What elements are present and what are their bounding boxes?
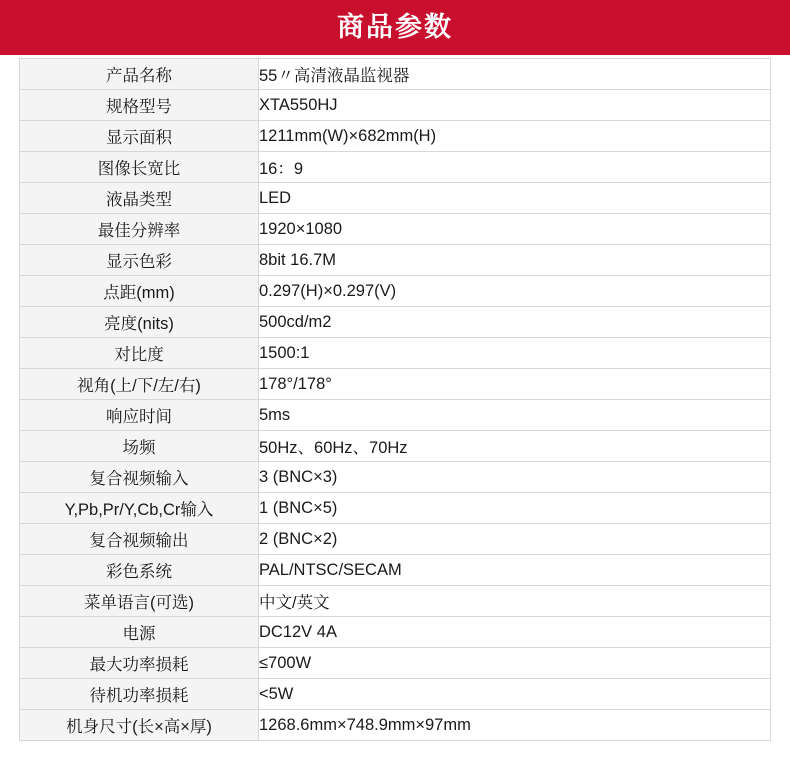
- table-row: [20, 152, 771, 183]
- spec-label: 菜单语言(可选): [20, 586, 259, 617]
- spec-value: 500cd/m2: [259, 307, 771, 338]
- spec-label: 最大功率损耗: [20, 648, 259, 679]
- spec-label: 点距(mm): [20, 276, 259, 307]
- spec-label: 响应时间: [20, 400, 259, 431]
- table-row: [20, 214, 771, 245]
- spec-label: 对比度: [20, 338, 259, 369]
- table-row: [20, 183, 771, 214]
- table-row: [20, 245, 771, 276]
- spec-label: 最佳分辨率: [20, 214, 259, 245]
- spec-value: DC12V 4A: [259, 617, 771, 648]
- table-row: [20, 59, 771, 90]
- spec-label: 液晶类型: [20, 183, 259, 214]
- spec-label: 彩色系统: [20, 555, 259, 586]
- specification-table-body: [20, 59, 771, 741]
- table-row: [20, 679, 771, 710]
- table-row: [20, 710, 771, 741]
- spec-value: ≤700W: [259, 648, 771, 679]
- spec-value: 16：9: [259, 152, 771, 183]
- page-title: 商品参数: [337, 12, 453, 42]
- spec-value: <5W: [259, 679, 771, 710]
- spec-value: 0.297(H)×0.297(V): [259, 276, 771, 307]
- spec-value: 2 (BNC×2): [259, 524, 771, 555]
- spec-value: 中文/英文: [259, 586, 771, 617]
- table-row: [20, 90, 771, 121]
- spec-label: 复合视频输出: [20, 524, 259, 555]
- spec-value: 1 (BNC×5): [259, 493, 771, 524]
- spec-value: 1500:1: [259, 338, 771, 369]
- spec-label: 视角(上/下/左/右): [20, 369, 259, 400]
- table-row: [20, 338, 771, 369]
- table-row: [20, 524, 771, 555]
- spec-value: 3 (BNC×3): [259, 462, 771, 493]
- spec-value: 1268.6mm×748.9mm×97mm: [259, 710, 771, 741]
- page-header: [0, 0, 790, 55]
- spec-label: 机身尺寸(长×高×厚): [20, 710, 259, 741]
- table-row: [20, 400, 771, 431]
- table-row: [20, 493, 771, 524]
- spec-value: XTA550HJ: [259, 90, 771, 121]
- spec-value: PAL/NTSC/SECAM: [259, 555, 771, 586]
- table-row: [20, 121, 771, 152]
- spec-value: LED: [259, 183, 771, 214]
- spec-label: 图像长宽比: [20, 152, 259, 183]
- table-row: [20, 462, 771, 493]
- table-row: [20, 617, 771, 648]
- specification-table: [19, 58, 771, 741]
- spec-value: 1920×1080: [259, 214, 771, 245]
- spec-label: 亮度(nits): [20, 307, 259, 338]
- table-row: [20, 555, 771, 586]
- spec-label: 显示面积: [20, 121, 259, 152]
- spec-label: 规格型号: [20, 90, 259, 121]
- spec-value: 50Hz、60Hz、70Hz: [259, 431, 771, 462]
- table-row: [20, 369, 771, 400]
- spec-value: 55〃高清液晶监视器: [259, 59, 771, 90]
- table-row: [20, 276, 771, 307]
- spec-value: 8bit 16.7M: [259, 245, 771, 276]
- spec-value: 5ms: [259, 400, 771, 431]
- spec-value: 1211mm(W)×682mm(H): [259, 121, 771, 152]
- spec-label: 待机功率损耗: [20, 679, 259, 710]
- table-row: [20, 307, 771, 338]
- spec-label: 场频: [20, 431, 259, 462]
- spec-label: Y,Pb,Pr/Y,Cb,Cr输入: [20, 493, 259, 524]
- spec-label: 显示色彩: [20, 245, 259, 276]
- spec-label: 产品名称: [20, 59, 259, 90]
- spec-label: 复合视频输入: [20, 462, 259, 493]
- table-row: [20, 648, 771, 679]
- table-row: [20, 431, 771, 462]
- table-row: [20, 586, 771, 617]
- spec-label: 电源: [20, 617, 259, 648]
- spec-value: 178°/178°: [259, 369, 771, 400]
